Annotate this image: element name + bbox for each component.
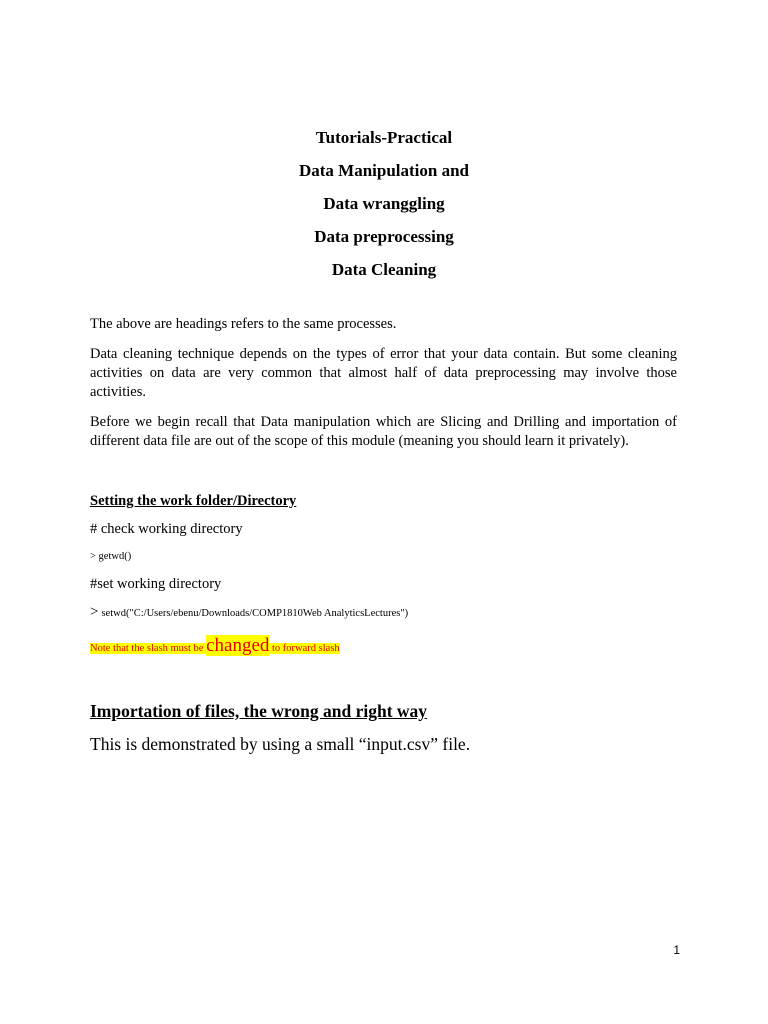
page-number: 1 <box>673 943 680 957</box>
note-text-after: to forward slash <box>269 643 340 654</box>
comment-check-directory: # check working directory <box>90 521 243 537</box>
title-line: Data preprocessing <box>314 227 454 246</box>
code-setwd-line <box>90 605 408 621</box>
slash-note <box>90 635 340 660</box>
comment-set-directory: #set working directory <box>90 576 222 592</box>
code-getwd: > getwd() <box>90 551 132 562</box>
prompt-symbol: > <box>90 604 99 620</box>
importation-description: This is demonstrated by using a small “input.csv” file. <box>90 734 471 754</box>
note-text-before: Note that the slash must be <box>90 643 207 654</box>
code-setwd: setwd("C:/Users/ebenu/Downloads/COMP1810Web AnalyticsLectures") <box>101 608 409 619</box>
title-line: Tutorials-Practical <box>315 128 453 147</box>
title-line: Data Cleaning <box>331 260 437 279</box>
intro-paragraph: The above are headings refers to the same processes. <box>90 316 397 332</box>
scope-paragraph: Before we begin recall that Data manipulation which are Slicing and Drilling and importation of different data file are out of the scope of this module (meaning you should learn it privately). <box>90 414 677 449</box>
title-block <box>0 121 768 286</box>
section-heading-directory: Setting the work folder/Directory <box>90 493 297 509</box>
title-line: Data Manipulation and <box>298 161 470 180</box>
note-text-emphasis: changed <box>206 635 270 656</box>
title-line: Data wranggling <box>323 194 445 213</box>
section-heading-importation: Importation of files, the wrong and right way <box>90 701 428 721</box>
cleaning-paragraph: Data cleaning technique depends on the types of error that your data contain. But some cleaning activities on data are very common that almost half of data preprocessing may involve those activities. <box>90 346 677 400</box>
